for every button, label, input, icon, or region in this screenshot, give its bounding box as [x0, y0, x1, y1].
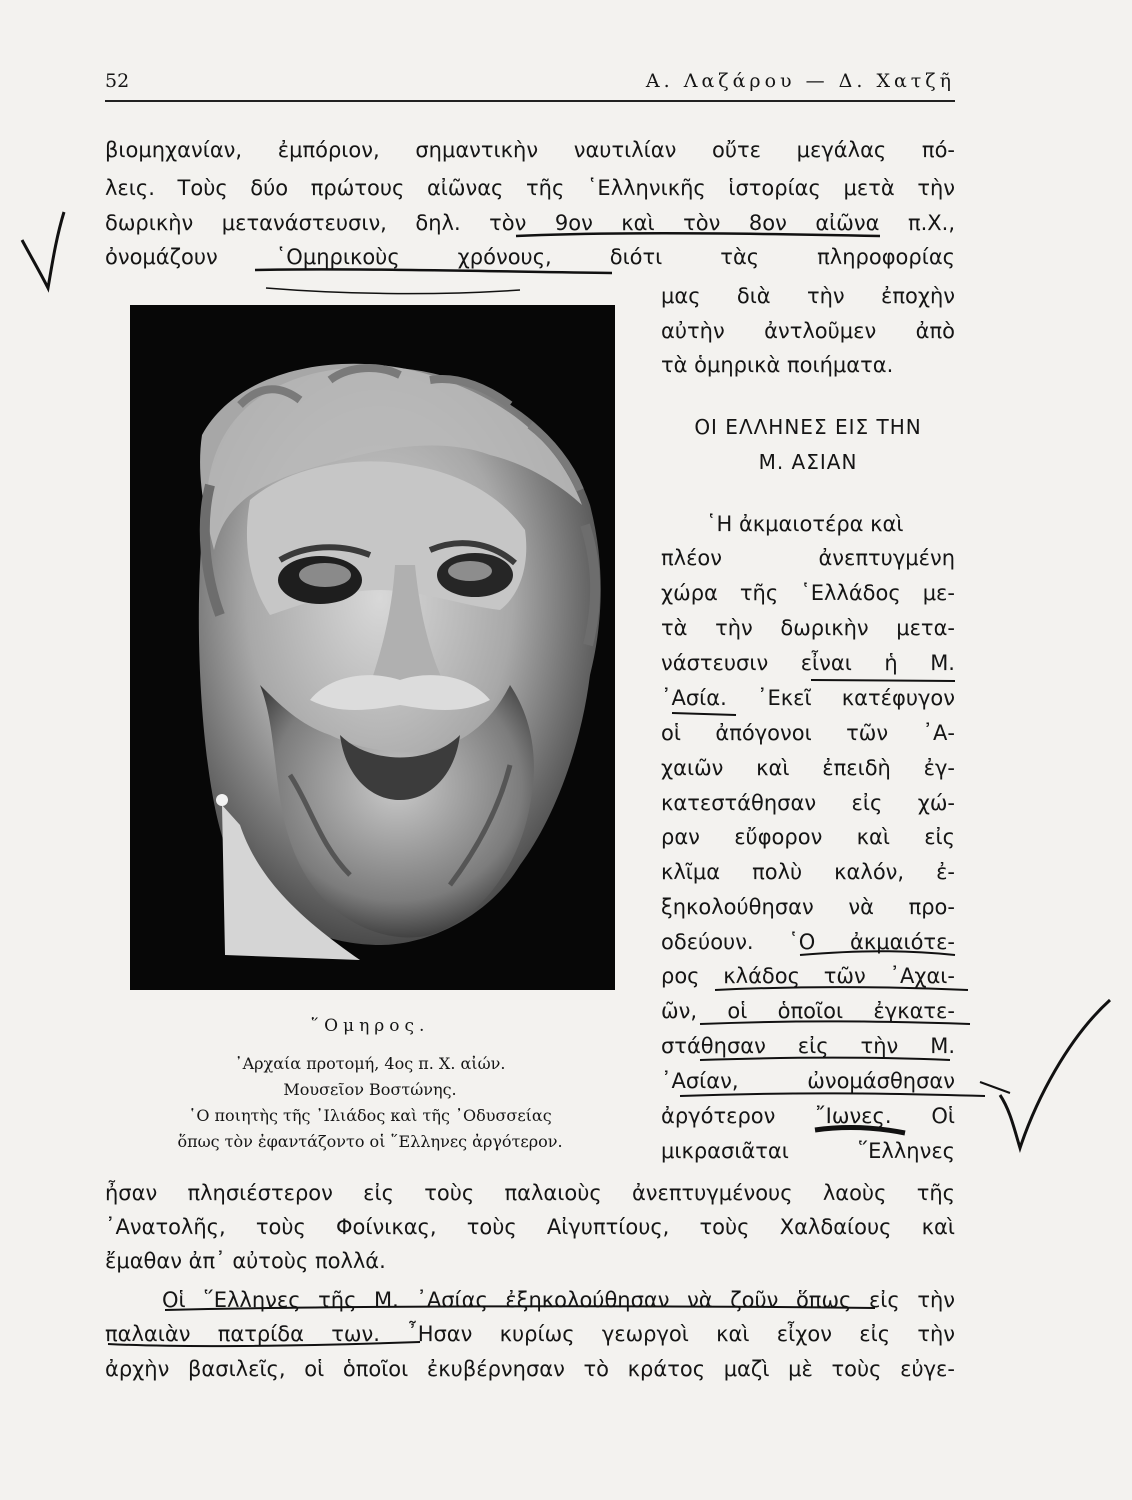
body-line-2: λεις. Τοὺς δύο πρώτους αἰῶνας τῆς ῾Ελληνικῆς ἱστορίας μετὰ τὴν [105, 176, 955, 200]
side-line-5: νάστευσιν εἶναι ἡ Μ. [661, 651, 955, 675]
side-line-4: τὰ τὴν δωρικὴν μετα- [661, 616, 955, 640]
caption-line-4: ὅπως τὸν ἐφαντάζοντο οἱ ῞Ελληνες ἀργότερον. [177, 1132, 563, 1151]
underline-homeric-times [255, 269, 612, 273]
side-line-19: μικρασιᾶται ῞Ελληνες [661, 1139, 955, 1163]
underline-centuries [516, 233, 880, 236]
bottom-line-1: ἦσαν πλησιέστερον εἰς τοὺς παλαιοὺς ἀνεπτυγμένους λαοὺς τῆς [105, 1181, 955, 1205]
side-line-9: κατεστάθησαν εἰς χώ- [661, 791, 955, 815]
side-line-15: ῶν, οἱ ὁποῖοι ἐγκατε- [661, 999, 955, 1023]
section-heading-line-2: Μ. ΑΣΙΑΝ [758, 450, 858, 474]
side-line-8: χαιῶν καὶ ἐπειδὴ ἐγ- [661, 756, 955, 780]
side-line-17: ᾿Ασίαν, ὠνομάσθησαν [661, 1069, 955, 1093]
bottom-line-5: παλαιὰν πατρίδα των. ῏Ησαν κυρίως γεωργοὶ καὶ εἶχον εἰς τὴν [105, 1322, 955, 1346]
side-line-7: οἱ ἀπόγονοι τῶν ᾿Α- [661, 721, 955, 745]
page-number: 52 [105, 70, 130, 92]
side-top-line-3: τὰ ὁμηρικὰ ποιήματα. [661, 353, 894, 377]
side-line-10: ραν εὔφορον καὶ εἰς [661, 825, 955, 849]
bottom-line-4: Οἱ ῞Ελληνες τῆς Μ. ᾿Ασίας ἐξηκολούθησαν νὰ ζοῦν ὅπως εἰς τὴν [162, 1288, 955, 1312]
side-line-13: οδεύουν. ῾Ο ἀκμαιότε- [661, 930, 955, 954]
side-line-3: χώρα τῆς ῾Ελλάδος με- [661, 581, 955, 605]
underline-ellines [165, 1306, 875, 1310]
side-line-18: ἀργότερον ῎Ιωνες. Οἱ [661, 1104, 955, 1128]
caption-line-3: ῾Ο ποιητὴς τῆς ᾿Ιλιάδος καὶ τῆς ᾿Οδυσσείας [188, 1106, 552, 1125]
running-head: Α. Λαζάρου — Δ. Χατζῆ [645, 70, 955, 92]
underline-akmaioteros [800, 951, 955, 955]
side-line-16: στάθησαν εἰς τὴν Μ. [661, 1034, 955, 1058]
bottom-line-6: ἀρχὴν βασιλεῖς, οἱ ὁποῖοι ἐκυβέρνησαν τὸ κράτος μαζὶ μὲ τοὺς εὐγε- [105, 1357, 955, 1381]
body-line-1: βιομηχανίαν, ἐμπόριον, σημαντικὴν ναυτιλίαν οὔτε μεγάλας πό- [105, 138, 955, 162]
side-line-12: ξηκολούθησαν νὰ προ- [661, 895, 955, 919]
side-top-line-1: μας διὰ τὴν ἐποχὴν [661, 284, 955, 308]
bottom-line-3: ἔμαθαν ἀπ᾿ αὐτοὺς πολλά. [105, 1249, 386, 1273]
checkmark-right-icon [1000, 1000, 1110, 1148]
side-line-14: ρος κλάδος τῶν ᾿Αχαι- [661, 964, 955, 988]
caption-title: ῞Ομηρος. [310, 1016, 430, 1036]
body-line-3: δωρικὴν μετανάστευσιν, δηλ. τὸν 9ον καὶ τὸν 8ον αἰῶνα π.Χ., [105, 211, 955, 235]
side-line-1: ῾Η ἀκμαιοτέρα καὶ [706, 512, 904, 536]
underline-asia [672, 713, 736, 715]
side-line-6: ᾿Ασία. ᾿Εκεῖ κατέφυγον [661, 686, 955, 710]
caption-line-2: Μουσεῖον Βοστώνης. [283, 1080, 457, 1099]
section-heading-line-1: ΟΙ ΕΛΛΗΝΕΣ ΕΙΣ ΤΗΝ [694, 415, 922, 439]
checkmark-left-icon [22, 212, 64, 288]
underline-einai [811, 680, 955, 681]
caption-line-1: ᾿Αρχαία προτομή, 4ος π. Χ. αἰών. [234, 1054, 506, 1073]
side-line-11: κλῖμα πολὺ καλόν, ἐ- [661, 860, 955, 884]
bottom-line-2: ᾿Ανατολῆς, τοὺς Φοίνικας, τοὺς Αἰγυπτίους, τοὺς Χαλδαίους καὶ [105, 1215, 955, 1239]
side-line-2: πλέον ἀνεπτυγμένη [661, 546, 955, 570]
body-line-4: ὀνομάζουν ῾Ομηρικοὺς χρόνους, διότι τὰς πληροφορίας [105, 245, 955, 269]
underline-iones [815, 1127, 905, 1133]
side-top-line-2: αὐτὴν ἀντλοῦμεν ἀπὸ [661, 319, 955, 343]
